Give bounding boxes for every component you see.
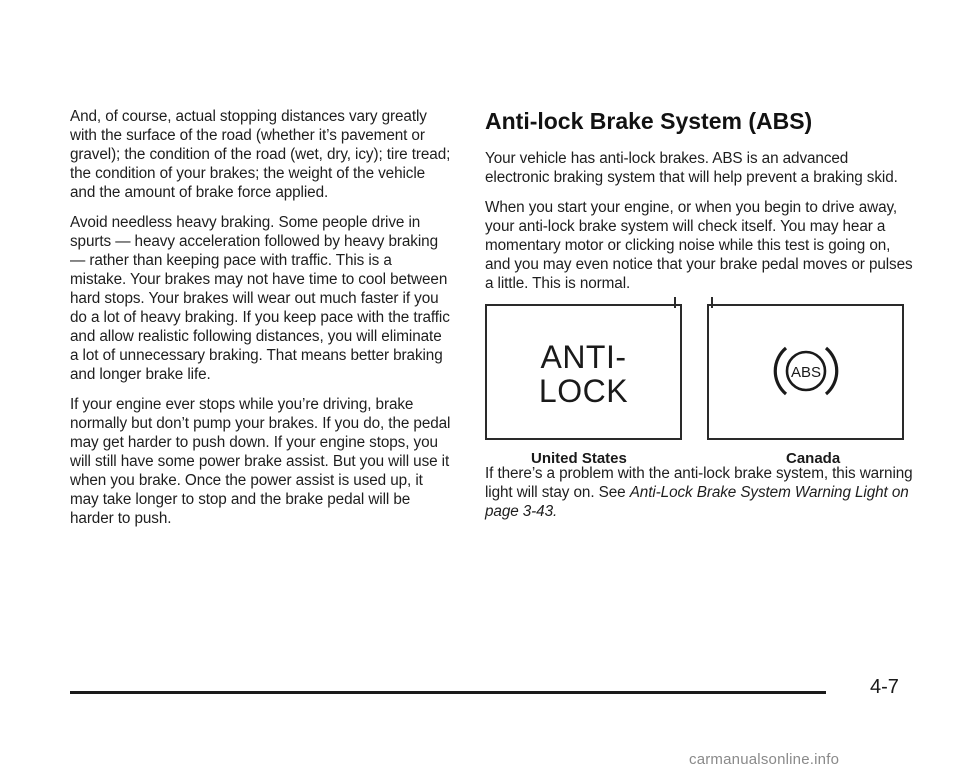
paragraph-engine-stops: If your engine ever stops while you’re driving, brake normally but don’t pump your brakes. If you do, the pedal may get harder to push down. If your engine stops, you will still have some power brake assist. But you will use it when you brake. Once the power assist is used up, it may take longer to stop and the brake pedal will be harder to push.: [70, 396, 451, 527]
anti-lock-line-2: LOCK: [538, 373, 629, 409]
page-number: 4-7: [870, 676, 899, 698]
left-column: [70, 107, 452, 539]
warning-text: If there’s a problem with the anti-lock brake system, this warning light will stay on. See: [485, 465, 913, 501]
paragraph-abs-warning: [485, 464, 915, 521]
box-tick-mark: [674, 297, 676, 308]
watermark: carmanualsonline.info: [689, 751, 840, 768]
caption-united-states: United States: [531, 450, 627, 467]
anti-lock-label: [487, 340, 680, 408]
canada-warning-light-box: [707, 304, 904, 440]
anti-lock-line-1: ANTI-: [540, 339, 627, 375]
paragraph-abs-intro: Your vehicle has anti-lock brakes. ABS is an advanced electronic braking system that will help prevent a braking skid.: [485, 150, 898, 186]
warning-light-illustrations: [485, 304, 915, 467]
us-warning-light-box: [485, 304, 682, 440]
warning-light-reference: Anti-Lock Brake System Warning Light on page 3-43: [485, 484, 909, 520]
section-title-abs: Anti-lock Brake System (ABS): [485, 108, 813, 134]
abs-warning-icon: [768, 336, 844, 406]
right-column: [485, 107, 915, 532]
warning-period: .: [553, 503, 558, 520]
abs-symbol-text: ABS: [790, 364, 822, 381]
caption-canada: Canada: [786, 450, 841, 467]
paragraph-stopping-distances: And, of course, actual stopping distances vary greatly with the surface of the road (whether it’s pavement or gravel); the condition of the road (wet, dry, icy); tire tread; the condition of your brakes; the weight of the vehicle and the amount of brake force applied.: [70, 108, 451, 201]
box-tick-mark: [711, 297, 713, 308]
footer-rule: [70, 691, 826, 694]
paragraph-abs-self-check: When you start your engine, or when you begin to drive away, your anti-lock brake system will check itself. You may hear a momentary motor or clicking noise while this test is going on, and you may even notice that your brake pedal moves or pulses a little. This is normal.: [485, 199, 913, 292]
paragraph-heavy-braking: Avoid needless heavy braking. Some people drive in spurts — heavy acceleration followed by heavy braking — rather than keeping pace with traffic. This is a mistake. Your brakes may not have time to cool between hard stops. Your brakes will wear out much faster if you do a lot of heavy braking. If you keep pace with the traffic and allow realistic following distances, you will eliminate a lot of unnecessary braking. That means better braking and longer brake life.: [70, 214, 450, 383]
